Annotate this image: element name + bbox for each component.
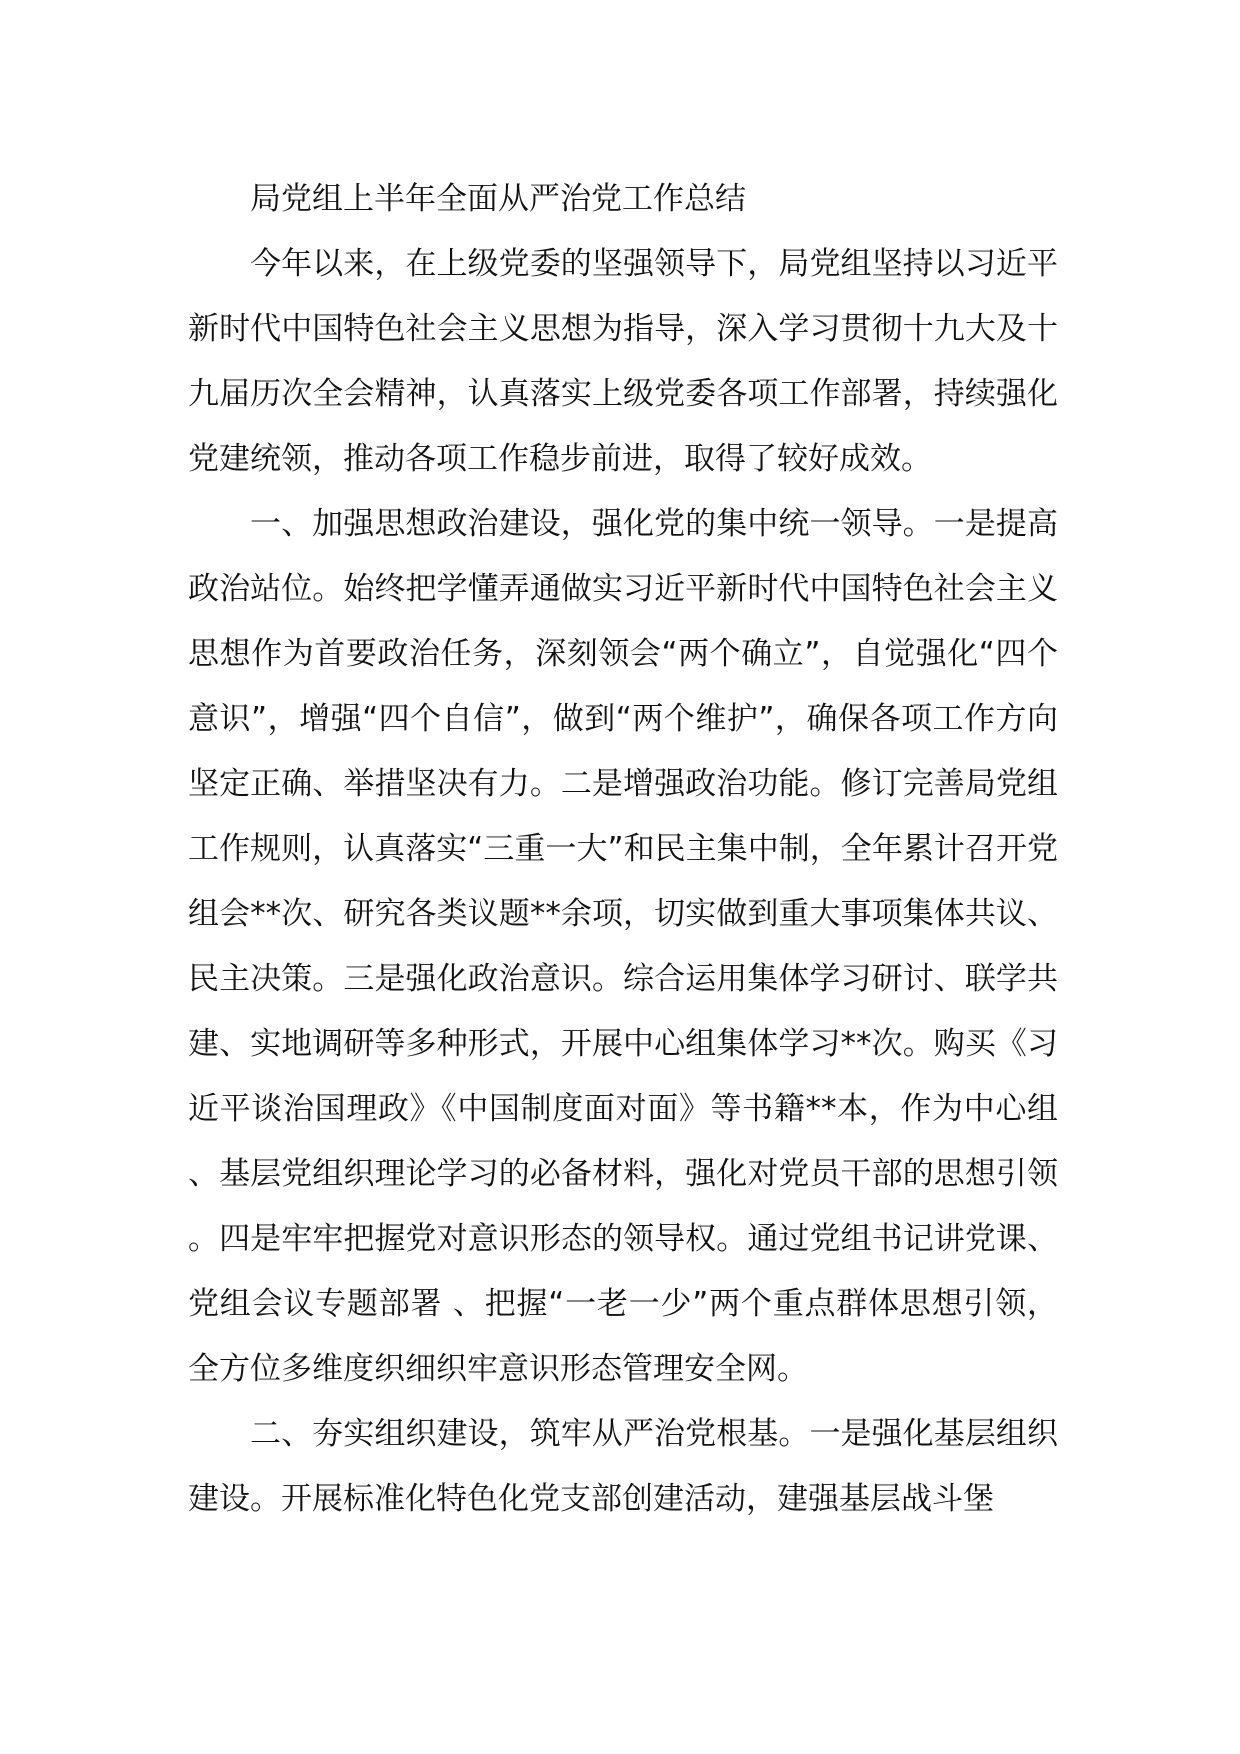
paragraph-section-two: 二、夯实组织建设，筑牢从严治党根基。一是强化基层组织建设。开展标准化特色化党支部创建活动，建强基层战斗堡 [188, 1416, 1058, 1517]
paragraph-section-one: 一、加强思想政治建设，强化党的集中统一领导。一是提高政治站位。始终把学懂弄通做实习近平新时代中国特色社会主义思想作为首要政治任务，深刻领会“两个确立”，自觉强化“四个意识”，增强“四个自信”，做到“两个维护”，确保各项工作方向坚定正确、举措坚决有力。二是增强政治功能。修订完善局党组工作规则，认真落实“三重一大”和民主集中制，全年累计召开党组会**次、研究各类议题**余项，切实做到重大事项集体共议、民主决策。三是强化政治意识。综合运用集体学习研讨、联学共建、实地调研等多种形式，开展中心组集体学习**次。购买《习近平谈治国理政》《中国制度面对面》等书籍**本，作为中心组、基层党组织理论学习的必备材料，强化对党员干部的思想引领。四是牢牢把握党对意识形态的领导权。通过党组书记讲党课、党组会议专题部署 、把握“一老一少”两个重点群体思想引领，全方位多维度织细织牢意识形态管理安全网。 [188, 506, 1058, 1387]
document-body [188, 167, 1058, 1532]
document-title: 局党组上半年全面从严治党工作总结 [250, 181, 746, 217]
paragraph-intro: 今年以来，在上级党委的坚强领导下，局党组坚持以习近平新时代中国特色社会主义思想为指导，深入学习贯彻十九大及十九届历次全会精神，认真落实上级党委各项工作部署，持续强化党建统领，推动各项工作稳步前进，取得了较好成效。 [188, 246, 1058, 477]
